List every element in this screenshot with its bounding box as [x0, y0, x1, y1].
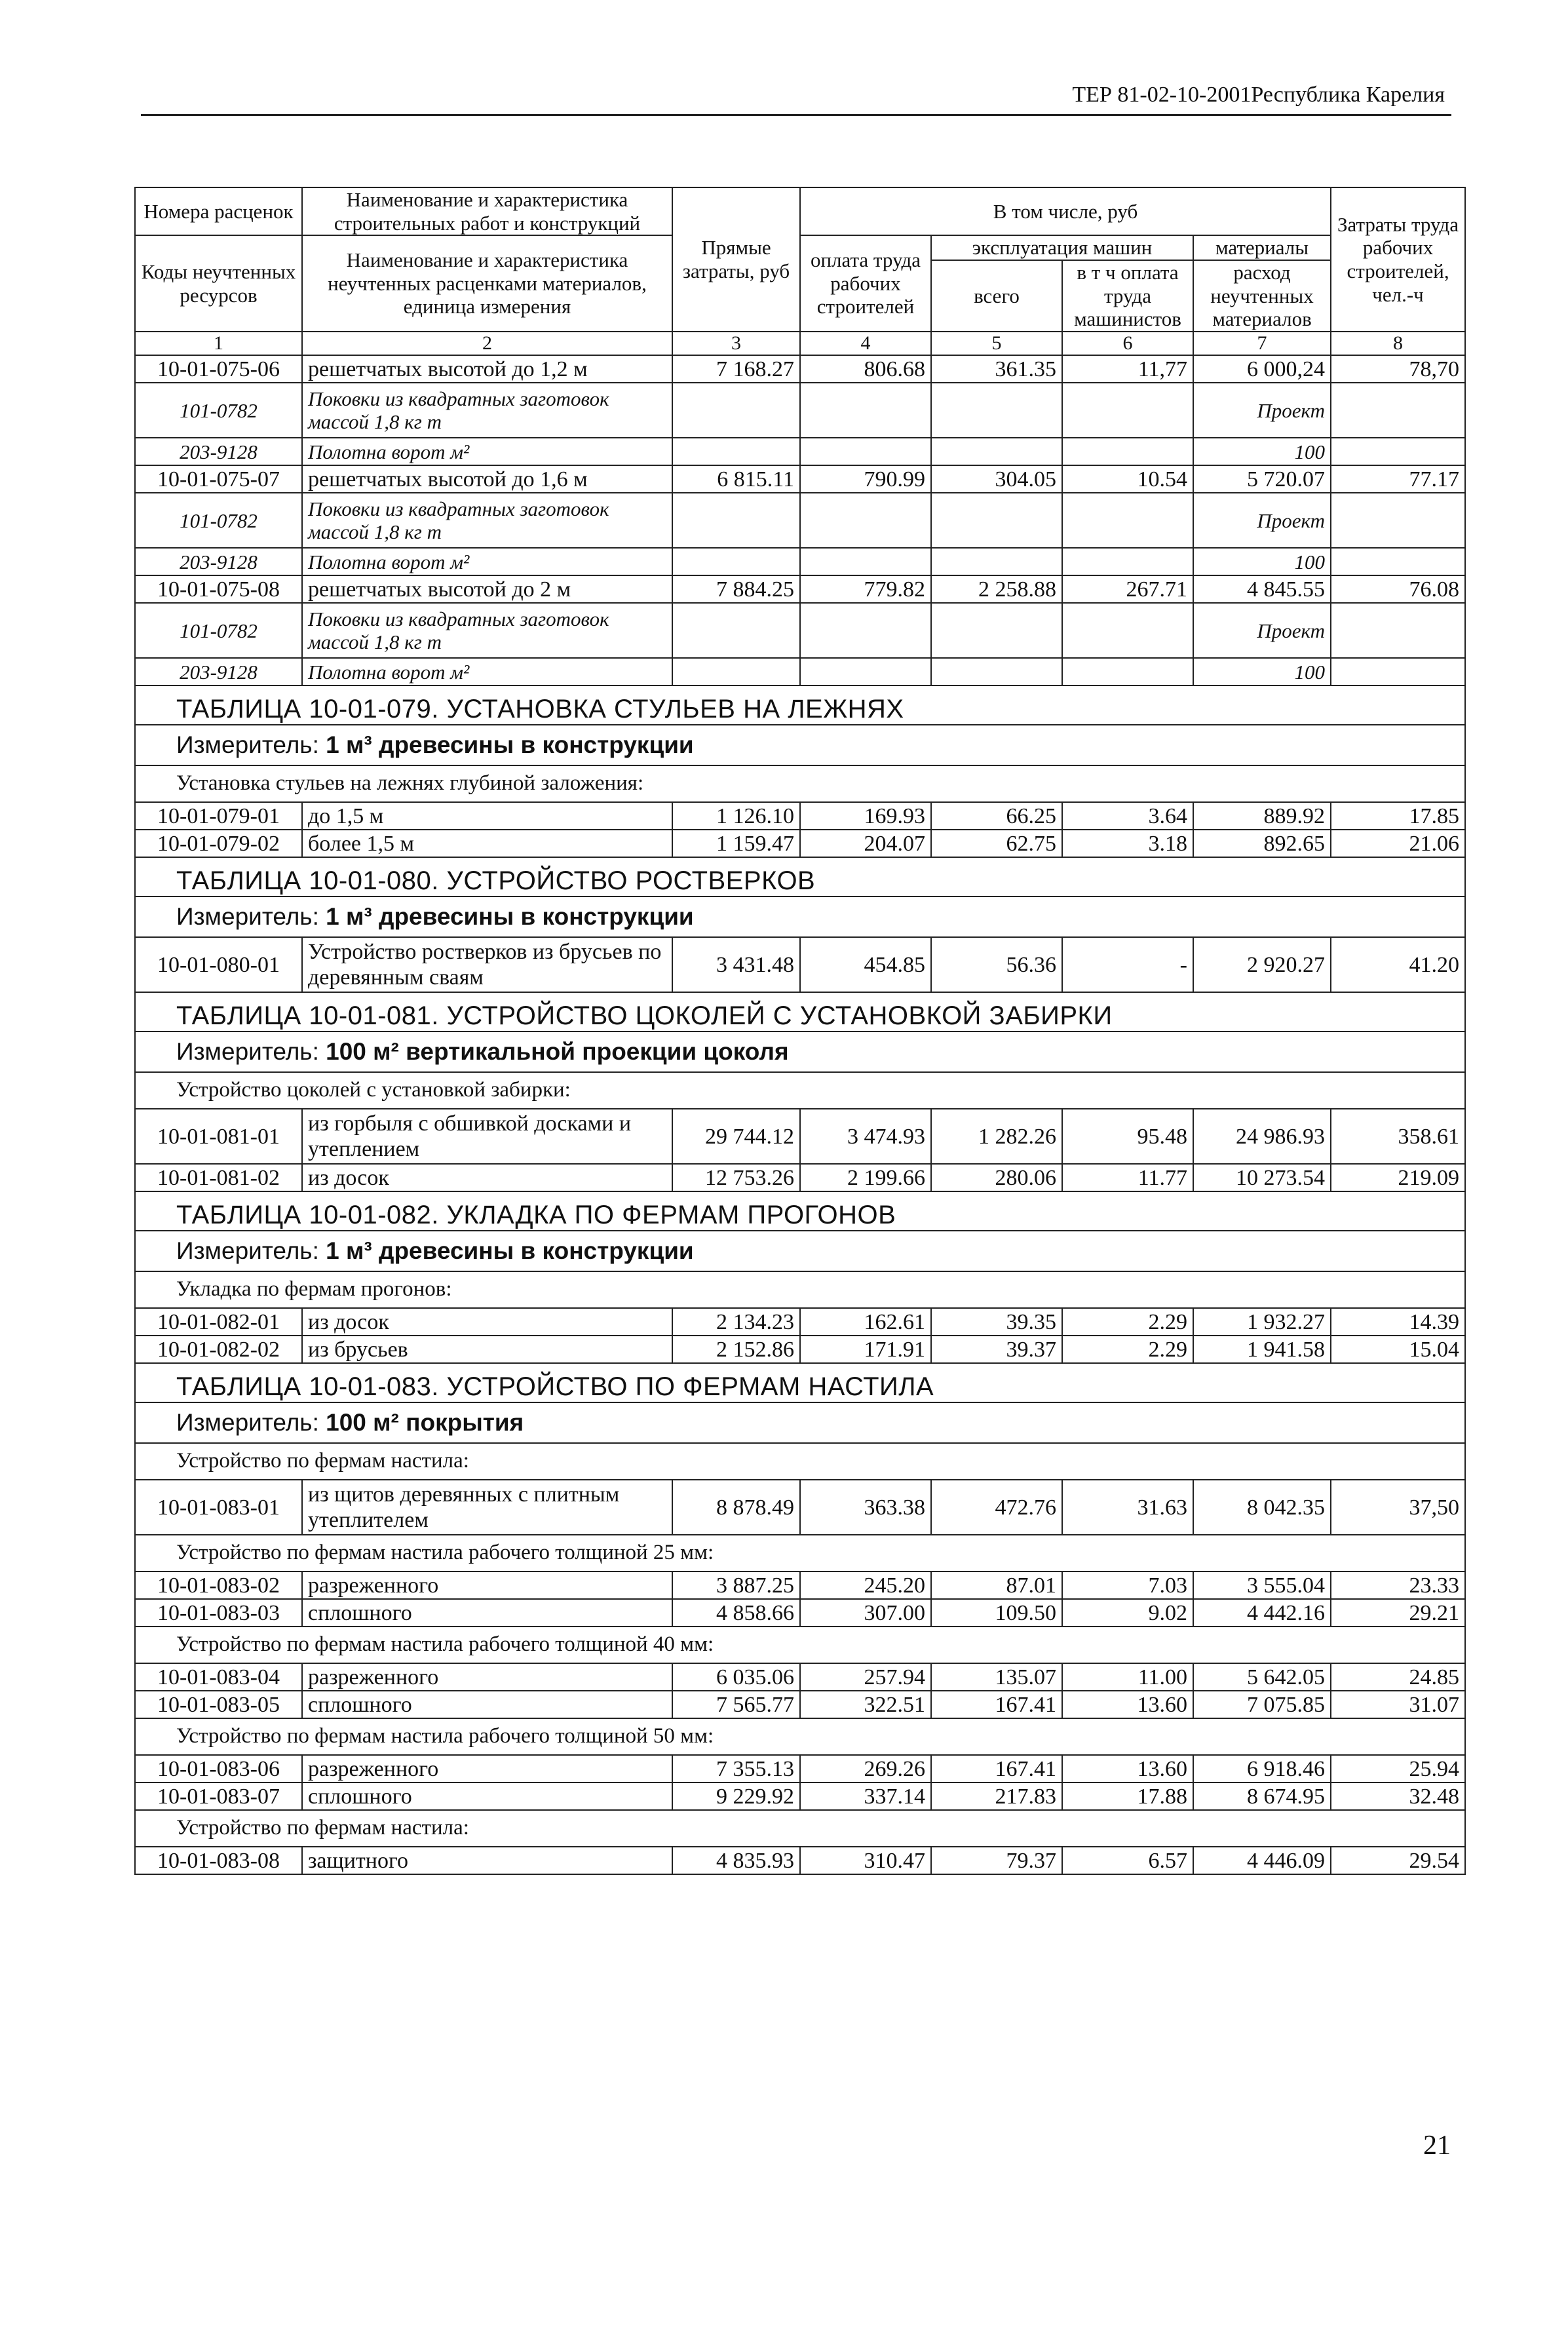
cell: 6 000,24: [1193, 355, 1331, 383]
cell: 41.20: [1331, 937, 1465, 992]
col-num: 1: [135, 332, 302, 356]
cell: 2 199.66: [800, 1164, 931, 1191]
cell: 8 674.95: [1193, 1783, 1331, 1810]
cell: решетчатых высотой до 2 м: [302, 575, 672, 603]
table-row: [135, 1663, 1465, 1691]
table-row: [135, 802, 1465, 830]
cell: 87.01: [931, 1571, 1062, 1599]
cell: 7 565.77: [672, 1691, 800, 1718]
cell: 100: [1193, 548, 1331, 575]
cell: 2.29: [1062, 1336, 1193, 1363]
cell: Проект: [1193, 603, 1331, 658]
cell: 109.50: [931, 1599, 1062, 1627]
group-row: [135, 1810, 1465, 1847]
cell: сплошного: [302, 1599, 672, 1627]
cell: 10-01-083-02: [135, 1571, 302, 1599]
group-row: [135, 1535, 1465, 1571]
cell: 806.68: [800, 355, 931, 383]
cell: 10-01-079-02: [135, 830, 302, 857]
cell: решетчатых высотой до 1,6 м: [302, 465, 672, 493]
cell: 11,77: [1062, 355, 1193, 383]
page-number: 21: [1423, 2130, 1451, 2161]
header-all: всего: [931, 260, 1062, 332]
table-title: ТАБЛИЦА 10-01-082. УКЛАДКА ПО ФЕРМАМ ПРОГОНОВ: [135, 1191, 1465, 1231]
group-row: [135, 1443, 1465, 1480]
cell: 8 878.49: [672, 1480, 800, 1535]
cell: 29.54: [1331, 1847, 1465, 1874]
cell: 101-0782: [135, 383, 302, 438]
col-num: 7: [1193, 332, 1331, 356]
cell: 10 273.54: [1193, 1164, 1331, 1191]
cell: 39.35: [931, 1308, 1062, 1336]
table-row: [135, 1783, 1465, 1810]
column-numbers: [135, 332, 1465, 356]
cell: 10-01-081-02: [135, 1164, 302, 1191]
resource-row: [135, 438, 1465, 465]
cell: 5 720.07: [1193, 465, 1331, 493]
measure-cell: [135, 1031, 1465, 1072]
cell: 267.71: [1062, 575, 1193, 603]
cell: сплошного: [302, 1691, 672, 1718]
cell: 3 555.04: [1193, 1571, 1331, 1599]
measure-cell: [135, 1402, 1465, 1443]
measure-row: [135, 725, 1465, 765]
table-title-row: [135, 1191, 1465, 1231]
measure-value: 1 м³ древесины в конструкции: [326, 731, 694, 759]
cell: 10-01-082-02: [135, 1336, 302, 1363]
document-title: ТЕР 81-02-10-2001Республика Карелия: [1072, 83, 1445, 107]
header-machines: эксплуатация машин: [931, 235, 1193, 260]
cell: 10-01-080-01: [135, 937, 302, 992]
cell: 10-01-083-03: [135, 1599, 302, 1627]
cell: 10-01-083-07: [135, 1783, 302, 1810]
table-title-row: [135, 857, 1465, 896]
cell: 779.82: [800, 575, 931, 603]
cell: 3 431.48: [672, 937, 800, 992]
cell: 31.07: [1331, 1691, 1465, 1718]
cell: Поковки из квадратных заготовок массой 1,8 кг т: [302, 493, 672, 548]
cell: Проект: [1193, 493, 1331, 548]
group-row: [135, 1072, 1465, 1109]
cell: решетчатых высотой до 1,2 м: [302, 355, 672, 383]
table-title: ТАБЛИЦА 10-01-080. УСТРОЙСТВО РОСТВЕРКОВ: [135, 857, 1465, 896]
cell: 4 858.66: [672, 1599, 800, 1627]
measure-label: Измеритель:: [176, 1237, 319, 1265]
group-label: Укладка по фермам прогонов:: [135, 1271, 1465, 1308]
measure-row: [135, 1031, 1465, 1072]
cell: из брусьев: [302, 1336, 672, 1363]
cell: -: [1062, 937, 1193, 992]
cell: 77.17: [1331, 465, 1465, 493]
cell: 1 159.47: [672, 830, 800, 857]
measure-value: 1 м³ древесины в конструкции: [326, 1237, 694, 1265]
cell: 363.38: [800, 1480, 931, 1535]
table-row: [135, 1308, 1465, 1336]
cell: 269.26: [800, 1755, 931, 1783]
cell: 2 920.27: [1193, 937, 1331, 992]
cell: 76.08: [1331, 575, 1465, 603]
cell: 14.39: [1331, 1308, 1465, 1336]
cell: 11.00: [1062, 1663, 1193, 1691]
cell: 13.60: [1062, 1691, 1193, 1718]
group-label: Устройство цоколей с установкой забирки:: [135, 1072, 1465, 1109]
col-num: 2: [302, 332, 672, 356]
table-row: [135, 575, 1465, 603]
table-row: [135, 937, 1465, 992]
cell: 7 884.25: [672, 575, 800, 603]
cell: 10-01-081-01: [135, 1109, 302, 1164]
measure-value: 100 м² покрытия: [326, 1409, 524, 1436]
cell: защитного: [302, 1847, 672, 1874]
group-row: [135, 1718, 1465, 1755]
cell: 17.88: [1062, 1783, 1193, 1810]
table-header: [135, 187, 1465, 355]
cell: 322.51: [800, 1691, 931, 1718]
cell: 10-01-083-04: [135, 1663, 302, 1691]
cell: разреженного: [302, 1571, 672, 1599]
cell: 10-01-083-05: [135, 1691, 302, 1718]
cell: Поковки из квадратных заготовок массой 1,8 кг т: [302, 603, 672, 658]
cell: 10-01-083-08: [135, 1847, 302, 1874]
measure-value: 1 м³ древесины в конструкции: [326, 903, 694, 931]
cell: 3.18: [1062, 830, 1193, 857]
resource-row: [135, 493, 1465, 548]
group-row: [135, 1271, 1465, 1308]
cell: 10-01-083-06: [135, 1755, 302, 1783]
cell: 10-01-075-06: [135, 355, 302, 383]
cell: 257.94: [800, 1663, 931, 1691]
page-header: [141, 77, 1451, 116]
cell: 13.60: [1062, 1755, 1193, 1783]
cell: 337.14: [800, 1783, 931, 1810]
header-incl: В том числе, руб: [800, 187, 1331, 235]
table-row: [135, 1109, 1465, 1164]
header-direct: Прямые затраты, руб: [672, 187, 800, 332]
measure-label: Измеритель:: [176, 731, 319, 759]
group-label: Устройство по фермам настила:: [135, 1443, 1465, 1480]
table-row: [135, 1480, 1465, 1535]
measure-row: [135, 1402, 1465, 1443]
measure-cell: [135, 725, 1465, 765]
cell: Устройство ростверков из брусьев по деревянным сваям: [302, 937, 672, 992]
cell: 37,50: [1331, 1480, 1465, 1535]
group-label: Устройство по фермам настила рабочего толщиной 40 мм:: [135, 1627, 1465, 1663]
cell: 66.25: [931, 802, 1062, 830]
cell: 24 986.93: [1193, 1109, 1331, 1164]
col-num: 8: [1331, 332, 1465, 356]
cell: 25.94: [1331, 1755, 1465, 1783]
cell: разреженного: [302, 1755, 672, 1783]
cell: 31.63: [1062, 1480, 1193, 1535]
cell: 2 258.88: [931, 575, 1062, 603]
cell: 1 941.58: [1193, 1336, 1331, 1363]
cell: 3.64: [1062, 802, 1193, 830]
cell: 2 152.86: [672, 1336, 800, 1363]
cell: 3 887.25: [672, 1571, 800, 1599]
cell: 217.83: [931, 1783, 1062, 1810]
cell: 169.93: [800, 802, 931, 830]
cell: 4 845.55: [1193, 575, 1331, 603]
measure-value: 100 м² вертикальной проекции цоколя: [326, 1038, 789, 1066]
col-num: 3: [672, 332, 800, 356]
table-row: [135, 1691, 1465, 1718]
cell: 6 918.46: [1193, 1755, 1331, 1783]
table-title-row: [135, 1363, 1465, 1402]
cell: 790.99: [800, 465, 931, 493]
header-codes-bottom: Коды неучтенных ресурсов: [135, 235, 302, 332]
cell: разреженного: [302, 1663, 672, 1691]
col-num: 6: [1062, 332, 1193, 356]
cell: Проект: [1193, 383, 1331, 438]
header-pay: оплата труда рабочих строителей: [800, 235, 931, 332]
cell: 7.03: [1062, 1571, 1193, 1599]
cell: 7 168.27: [672, 355, 800, 383]
cell: 358.61: [1331, 1109, 1465, 1164]
table-row: [135, 1599, 1465, 1627]
group-row: [135, 1627, 1465, 1663]
cell: 454.85: [800, 937, 931, 992]
resource-row: [135, 658, 1465, 685]
cell: 10-01-075-08: [135, 575, 302, 603]
cell: 11.77: [1062, 1164, 1193, 1191]
cell: 203-9128: [135, 438, 302, 465]
cell: 167.41: [931, 1691, 1062, 1718]
cell: 7 075.85: [1193, 1691, 1331, 1718]
table-row: [135, 1847, 1465, 1874]
measure-label: Измеритель:: [176, 903, 319, 931]
measure-row: [135, 896, 1465, 937]
cell: 62.75: [931, 830, 1062, 857]
cell: 9.02: [1062, 1599, 1193, 1627]
cell: 889.92: [1193, 802, 1331, 830]
cell: Полотна ворот м²: [302, 438, 672, 465]
cell: 10-01-079-01: [135, 802, 302, 830]
measure-cell: [135, 1231, 1465, 1271]
header-labor: Затраты труда рабочих строителей, чел.-ч: [1331, 187, 1465, 332]
table-title: ТАБЛИЦА 10-01-083. УСТРОЙСТВО ПО ФЕРМАМ НАСТИЛА: [135, 1363, 1465, 1402]
cell: 100: [1193, 658, 1331, 685]
cell: 203-9128: [135, 548, 302, 575]
group-label: Устройство по фермам настила:: [135, 1810, 1465, 1847]
table-title-row: [135, 685, 1465, 725]
cell: 245.20: [800, 1571, 931, 1599]
cell: 21.06: [1331, 830, 1465, 857]
cell: 1 932.27: [1193, 1308, 1331, 1336]
cell: 101-0782: [135, 603, 302, 658]
table-body: [135, 355, 1465, 1874]
cell: 171.91: [800, 1336, 931, 1363]
cell: Поковки из квадратных заготовок массой 1,8 кг т: [302, 383, 672, 438]
cell: 2 134.23: [672, 1308, 800, 1336]
table-title-row: [135, 992, 1465, 1031]
col-num: 4: [800, 332, 931, 356]
cell: 101-0782: [135, 493, 302, 548]
cell: 4 446.09: [1193, 1847, 1331, 1874]
cell: 204.07: [800, 830, 931, 857]
cell: 79.37: [931, 1847, 1062, 1874]
cell: 304.05: [931, 465, 1062, 493]
col-num: 5: [931, 332, 1062, 356]
header-codes-top: Номера расценок: [135, 187, 302, 235]
cell: из досок: [302, 1164, 672, 1191]
resource-row: [135, 603, 1465, 658]
cell: 23.33: [1331, 1571, 1465, 1599]
table-row: [135, 465, 1465, 493]
cell: 6.57: [1062, 1847, 1193, 1874]
cell: 167.41: [931, 1755, 1062, 1783]
cell: 10.54: [1062, 465, 1193, 493]
cell: 6 815.11: [672, 465, 800, 493]
table-row: [135, 830, 1465, 857]
measure-row: [135, 1231, 1465, 1271]
cell: 100: [1193, 438, 1331, 465]
table-row: [135, 355, 1465, 383]
cell: 4 835.93: [672, 1847, 800, 1874]
cell: 10-01-083-01: [135, 1480, 302, 1535]
resource-row: [135, 548, 1465, 575]
cell: 10-01-082-01: [135, 1308, 302, 1336]
table-row: [135, 1571, 1465, 1599]
cell: 280.06: [931, 1164, 1062, 1191]
cell: 162.61: [800, 1308, 931, 1336]
header-mat: материалы: [1193, 235, 1331, 260]
cell: 32.48: [1331, 1783, 1465, 1810]
measure-label: Измеритель:: [176, 1409, 319, 1436]
cell: 56.36: [931, 937, 1062, 992]
cell: 361.35: [931, 355, 1062, 383]
cell: Полотна ворот м²: [302, 548, 672, 575]
cell: 7 355.13: [672, 1755, 800, 1783]
group-row: [135, 765, 1465, 802]
cell: 310.47: [800, 1847, 931, 1874]
cell: 29 744.12: [672, 1109, 800, 1164]
rates-table: [134, 187, 1466, 1875]
cell: 24.85: [1331, 1663, 1465, 1691]
measure-label: Измеритель:: [176, 1038, 319, 1066]
cell: сплошного: [302, 1783, 672, 1810]
table-row: [135, 1164, 1465, 1191]
cell: 2.29: [1062, 1308, 1193, 1336]
cell: 1 126.10: [672, 802, 800, 830]
cell: из горбыля с обшивкой досками и утеплением: [302, 1109, 672, 1164]
measure-cell: [135, 896, 1465, 937]
table-row: [135, 1336, 1465, 1363]
group-label: Установка стульев на лежнях глубиной заложения:: [135, 765, 1465, 802]
cell: Полотна ворот м²: [302, 658, 672, 685]
group-label: Устройство по фермам настила рабочего толщиной 25 мм:: [135, 1535, 1465, 1571]
header-name-bottom: Наименование и характеристика неучтенных расценками материалов, единица измерения: [302, 235, 672, 332]
table-row: [135, 1755, 1465, 1783]
cell: 1 282.26: [931, 1109, 1062, 1164]
header-name-top: Наименование и характеристика строительных работ и конструкций: [302, 187, 672, 235]
table-title: ТАБЛИЦА 10-01-081. УСТРОЙСТВО ЦОКОЛЕЙ С УСТАНОВКОЙ ЗАБИРКИ: [135, 992, 1465, 1031]
cell: 472.76: [931, 1480, 1062, 1535]
cell: 9 229.92: [672, 1783, 800, 1810]
cell: до 1,5 м: [302, 802, 672, 830]
cell: 203-9128: [135, 658, 302, 685]
header-machpay: в т ч оплата труда машинистов: [1062, 260, 1193, 332]
cell: 95.48: [1062, 1109, 1193, 1164]
cell: из досок: [302, 1308, 672, 1336]
cell: более 1,5 м: [302, 830, 672, 857]
group-label: Устройство по фермам настила рабочего толщиной 50 мм:: [135, 1718, 1465, 1755]
cell: 892.65: [1193, 830, 1331, 857]
cell: 15.04: [1331, 1336, 1465, 1363]
cell: 219.09: [1331, 1164, 1465, 1191]
cell: 307.00: [800, 1599, 931, 1627]
cell: 17.85: [1331, 802, 1465, 830]
table-title: ТАБЛИЦА 10-01-079. УСТАНОВКА СТУЛЬЕВ НА ЛЕЖНЯХ: [135, 685, 1465, 725]
cell: 12 753.26: [672, 1164, 800, 1191]
cell: 8 042.35: [1193, 1480, 1331, 1535]
cell: из щитов деревянных с плитным утеплителем: [302, 1480, 672, 1535]
cell: 3 474.93: [800, 1109, 931, 1164]
cell: 135.07: [931, 1663, 1062, 1691]
cell: 39.37: [931, 1336, 1062, 1363]
cell: 29.21: [1331, 1599, 1465, 1627]
cell: 5 642.05: [1193, 1663, 1331, 1691]
cell: 10-01-075-07: [135, 465, 302, 493]
cell: 4 442.16: [1193, 1599, 1331, 1627]
header-mat-sub: расход неучтенных материалов: [1193, 260, 1331, 332]
cell: 78,70: [1331, 355, 1465, 383]
cell: 6 035.06: [672, 1663, 800, 1691]
resource-row: [135, 383, 1465, 438]
